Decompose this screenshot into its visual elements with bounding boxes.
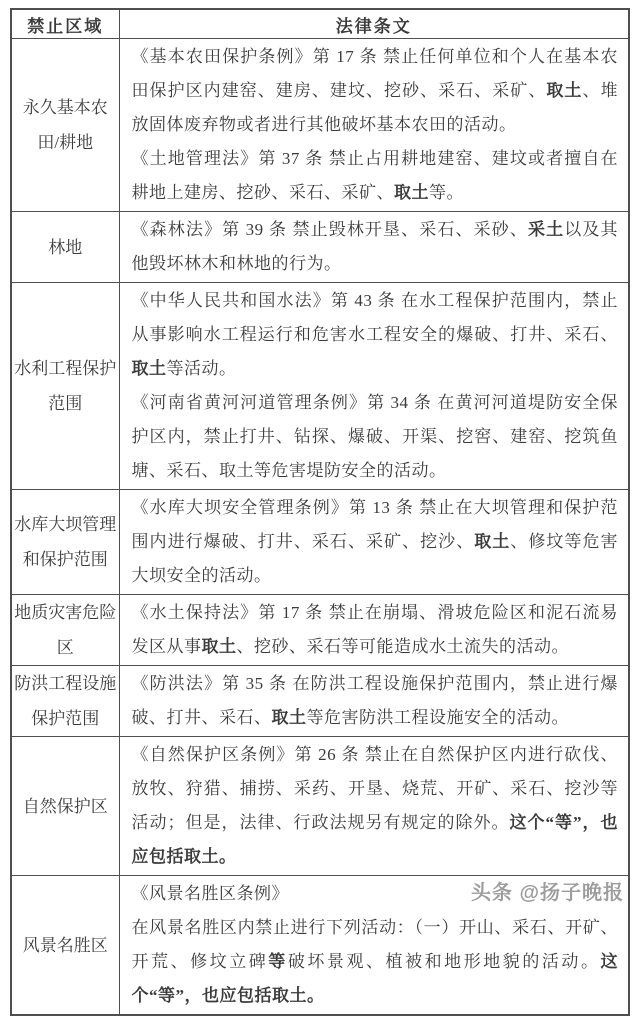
law-paragraph — [132, 40, 619, 142]
law-text: 以及其他毁坏林木和林地的行为。 — [131, 220, 619, 273]
prohibited-areas-table — [10, 8, 630, 1016]
law-paragraph — [132, 667, 619, 735]
law-text: 、堆放固体废弃物或者进行其他破坏基本农田的活动。 — [131, 81, 619, 134]
law-cell — [119, 39, 629, 212]
law-paragraph — [132, 213, 619, 281]
law-text-bold: 取土 — [546, 81, 583, 100]
law-cell — [119, 666, 629, 737]
area-cell: 风景名胜区 — [11, 876, 119, 1016]
area-cell: 自然保护区 — [11, 737, 119, 876]
law-text: 《基本农田保护条例》第 17 条 禁止任何单位和个人在基本农田保护区内建窑、建房、建坟、挖砂、采石、采矿、 — [131, 47, 618, 100]
law-text: 在风景名胜区内禁止进行下列活动：（一）开山、采石、开矿、开荒、修坟立碑 — [131, 918, 618, 971]
law-text-bold: 等 — [268, 952, 288, 971]
law-text: 等危害防洪工程设施安全的活动。 — [306, 708, 569, 727]
table-row — [11, 737, 629, 876]
law-text: 、挖砂、采石等可能造成水土流失的活动。 — [236, 637, 569, 656]
law-cell — [119, 490, 629, 595]
table-row — [11, 595, 629, 666]
table-row — [11, 490, 629, 595]
header-area-cell: 禁止区域 — [11, 9, 119, 39]
watermark: 头条 @扬子晚报 — [470, 882, 624, 904]
law-text: 《森林法》第 39 条 禁止毁林开垦、采石、采砂、 — [131, 220, 529, 239]
law-text-bold: 取土 — [131, 359, 167, 378]
law-cell — [119, 595, 629, 666]
law-cell — [119, 737, 629, 876]
area-cell: 林地 — [11, 212, 119, 283]
law-text: 《中华人民共和国水法》第 43 条 在水工程保护范围内，禁止从事影响水工程运行和危害水工程安全的爆破、打井、采石、 — [131, 291, 618, 344]
law-text: 《土地管理法》第 37 条 禁止占用耕地建窑、建坟或者擅自在耕地上建房、挖砂、采石、采矿、 — [131, 149, 618, 202]
law-text: 等。 — [429, 183, 464, 202]
table-body — [11, 39, 629, 1016]
law-text: 、修坟等危害大坝安全的活动。 — [131, 532, 619, 585]
header-row — [11, 9, 629, 39]
law-paragraph — [132, 386, 619, 488]
law-paragraph — [132, 491, 619, 593]
law-paragraph — [132, 284, 619, 386]
area-cell: 水库大坝管理和保护范围 — [11, 490, 119, 595]
law-paragraph — [132, 911, 619, 1013]
law-text: 《风景名胜区条例》 — [131, 884, 289, 903]
law-text-bold: 取土 — [201, 637, 237, 656]
law-text: 《防洪法》第 35 条 在防洪工程设施保护范围内，禁止进行爆破、打井、采石、 — [131, 674, 618, 727]
header-law-cell: 法律条文 — [119, 9, 629, 39]
law-cell — [119, 283, 629, 490]
table-row — [11, 666, 629, 737]
law-text-bold: 取土 — [394, 183, 429, 202]
table-row — [11, 283, 629, 490]
law-text-bold: 采土 — [528, 220, 565, 239]
law-text: 《水库大坝安全管理条例》第 13 条 禁止在大坝管理和保护范围内进行爆破、打井、采石、采矿、挖沙、 — [131, 498, 618, 551]
law-text-bold: 取土 — [271, 708, 307, 727]
table-row — [11, 39, 629, 212]
law-text: 《水土保持法》第 17 条 禁止在崩塌、滑坡危险区和泥石流易发区从事 — [131, 603, 618, 656]
law-text: 《河南省黄河河道管理条例》第 34 条 在黄河河道堤防安全保护区内，禁止打井、钻探、爆破、开渠、挖窖、建窑、挖筑鱼塘、采石、取土等危害堤防安全的活动。 — [131, 393, 618, 480]
law-text-bold: 这个“等”，也应包括取土。 — [131, 952, 619, 1005]
law-paragraph — [132, 738, 619, 874]
law-text-bold: 取土 — [474, 532, 511, 551]
area-cell: 水利工程保护范围 — [11, 283, 119, 490]
law-paragraph — [132, 142, 619, 210]
law-text: 《自然保护区条例》第 26 条 禁止在自然保护区内进行砍伐、放牧、狩猎、捕捞、采药、开垦、烧荒、开矿、采石、挖沙等活动；但是，法律、行政法规另有规定的除外。 — [131, 745, 618, 832]
law-paragraph — [132, 596, 619, 664]
area-cell: 永久基本农田/耕地 — [11, 39, 119, 212]
area-cell: 地质灾害危险区 — [11, 595, 119, 666]
area-cell: 防洪工程设施保护范围 — [11, 666, 119, 737]
law-text-bold: 这个“等”，也应包括取土。 — [131, 813, 618, 866]
table-row — [11, 212, 629, 283]
law-cell — [119, 212, 629, 283]
law-text: 破坏景观、植被和地形地貌的活动。 — [287, 952, 601, 971]
law-text: 等活动。 — [166, 359, 237, 378]
